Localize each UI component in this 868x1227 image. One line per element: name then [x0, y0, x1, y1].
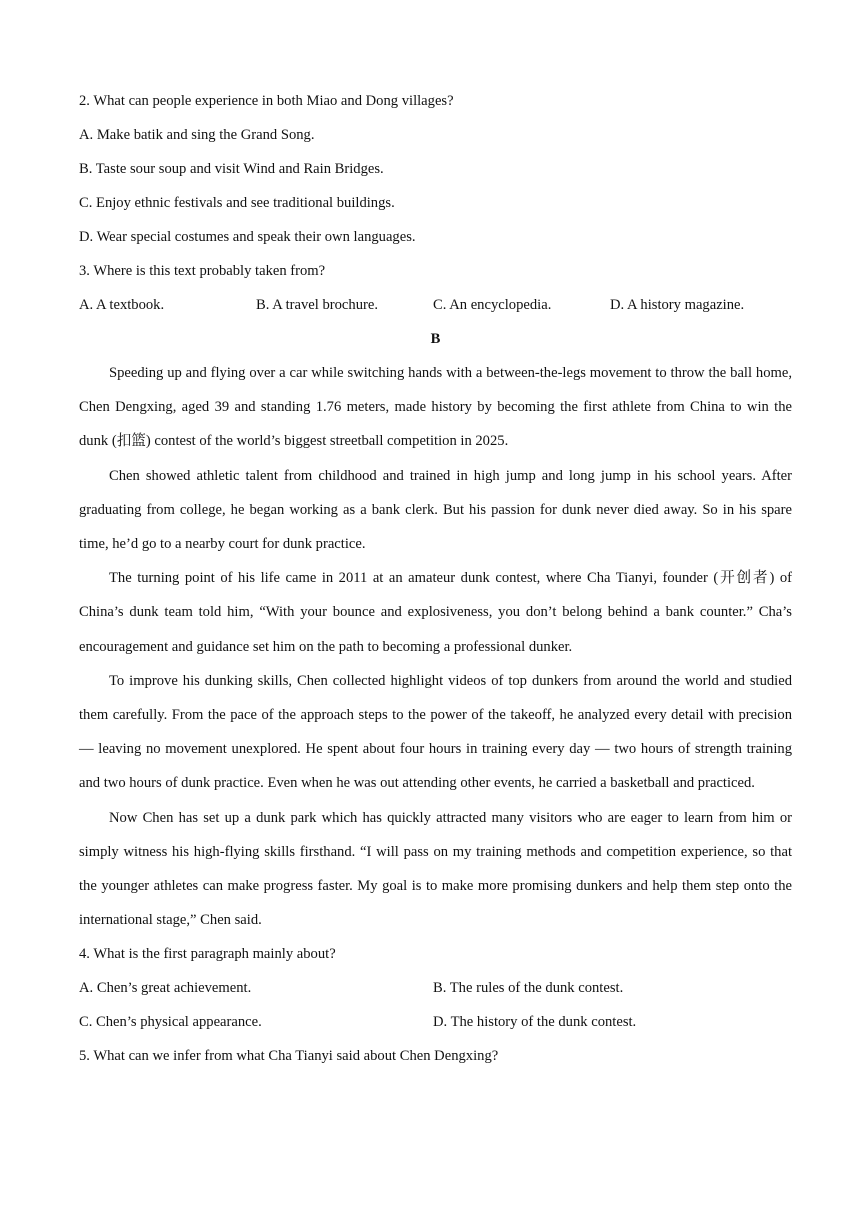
option-d: D. A history magazine. [610, 297, 745, 313]
question-stem: 4. What is the first paragraph mainly about? [79, 946, 336, 963]
option-d: D. Wear special costumes and speak their own languages. [79, 229, 416, 245]
option-a: A. A textbook. [79, 297, 165, 313]
option-b: B. The rules of the dunk contest. [433, 980, 624, 997]
question-5 [79, 1039, 792, 1073]
passage-paragraph-2: Chen showed athletic talent from childhood and trained in high jump and long jump in his school years. After graduating from college, he began working as a bank clerk. But his passion for dunk never died away. So in his spare time, he’d go to a nearby court for dunk practice. [79, 467, 792, 553]
options-row [79, 1005, 792, 1039]
option-c: C. Chen’s physical appearance. [79, 1014, 262, 1031]
section-heading: B [430, 331, 441, 347]
question-stem: 3. Where is this text probably taken from? [79, 263, 326, 279]
question-2 [79, 84, 792, 254]
passage [79, 356, 792, 937]
question-stem: 2. What can people experience in both Miao and Dong villages? [79, 93, 454, 109]
passage-paragraph-5: Now Chen has set up a dunk park which has quickly attracted many visitors who are eager to learn from him or simply witness his high-flying skills firsthand. “I will pass on my training methods and competition experience, so that the younger athletes can make progress faster. My goal is to make more promising dunkers and help them step onto the international stage,” Chen said. [79, 809, 792, 929]
passage-paragraph-3: The turning point of his life came in 2011 at an amateur dunk contest, where Cha Tianyi, founder (开创者) of China’s dunk team told him, “With your bounce and explosiveness, you don’t belong behind a bank counter.” Cha’s encouragement and guidance set him on the path to becoming a professional dunker. [79, 570, 792, 655]
question-3 [79, 254, 792, 322]
option-a: A. Chen’s great achievement. [79, 980, 252, 997]
option-a: A. Make batik and sing the Grand Song. [79, 127, 315, 143]
option-b: B. Taste sour soup and visit Wind and Rain Bridges. [79, 161, 384, 177]
options-row [79, 971, 792, 1005]
passage-paragraph-4: To improve his dunking skills, Chen collected highlight videos of top dunkers from around the world and studied them carefully. From the pace of the approach steps to the power of the takeoff, he analyzed every detail with precision — leaving no movement unexplored. He spent about four hours in training every day — two hours of strength training and two hours of dunk practice. Even when he was out attending other events, he carried a basketball and practiced. [79, 672, 792, 792]
option-c: C. Enjoy ethnic festivals and see traditional buildings. [79, 195, 395, 211]
option-d: D. The history of the dunk contest. [433, 1014, 637, 1031]
option-c: C. An encyclopedia. [433, 297, 552, 313]
question-4 [79, 937, 792, 1039]
options-row [79, 288, 792, 322]
passage-paragraph-1: Speeding up and flying over a car while switching hands with a between-the-legs movement to throw the ball home, Chen Dengxing, aged 39 and standing 1.76 meters, made history by becoming the first athlete from China to win the dunk (扣篮) contest of the world’s biggest streetball competition in 2025. [79, 365, 792, 450]
option-b: B. A travel brochure. [256, 297, 378, 313]
question-stem: 5. What can we infer from what Cha Tianyi said about Chen Dengxing? [79, 1048, 499, 1065]
exam-page [79, 84, 792, 1073]
